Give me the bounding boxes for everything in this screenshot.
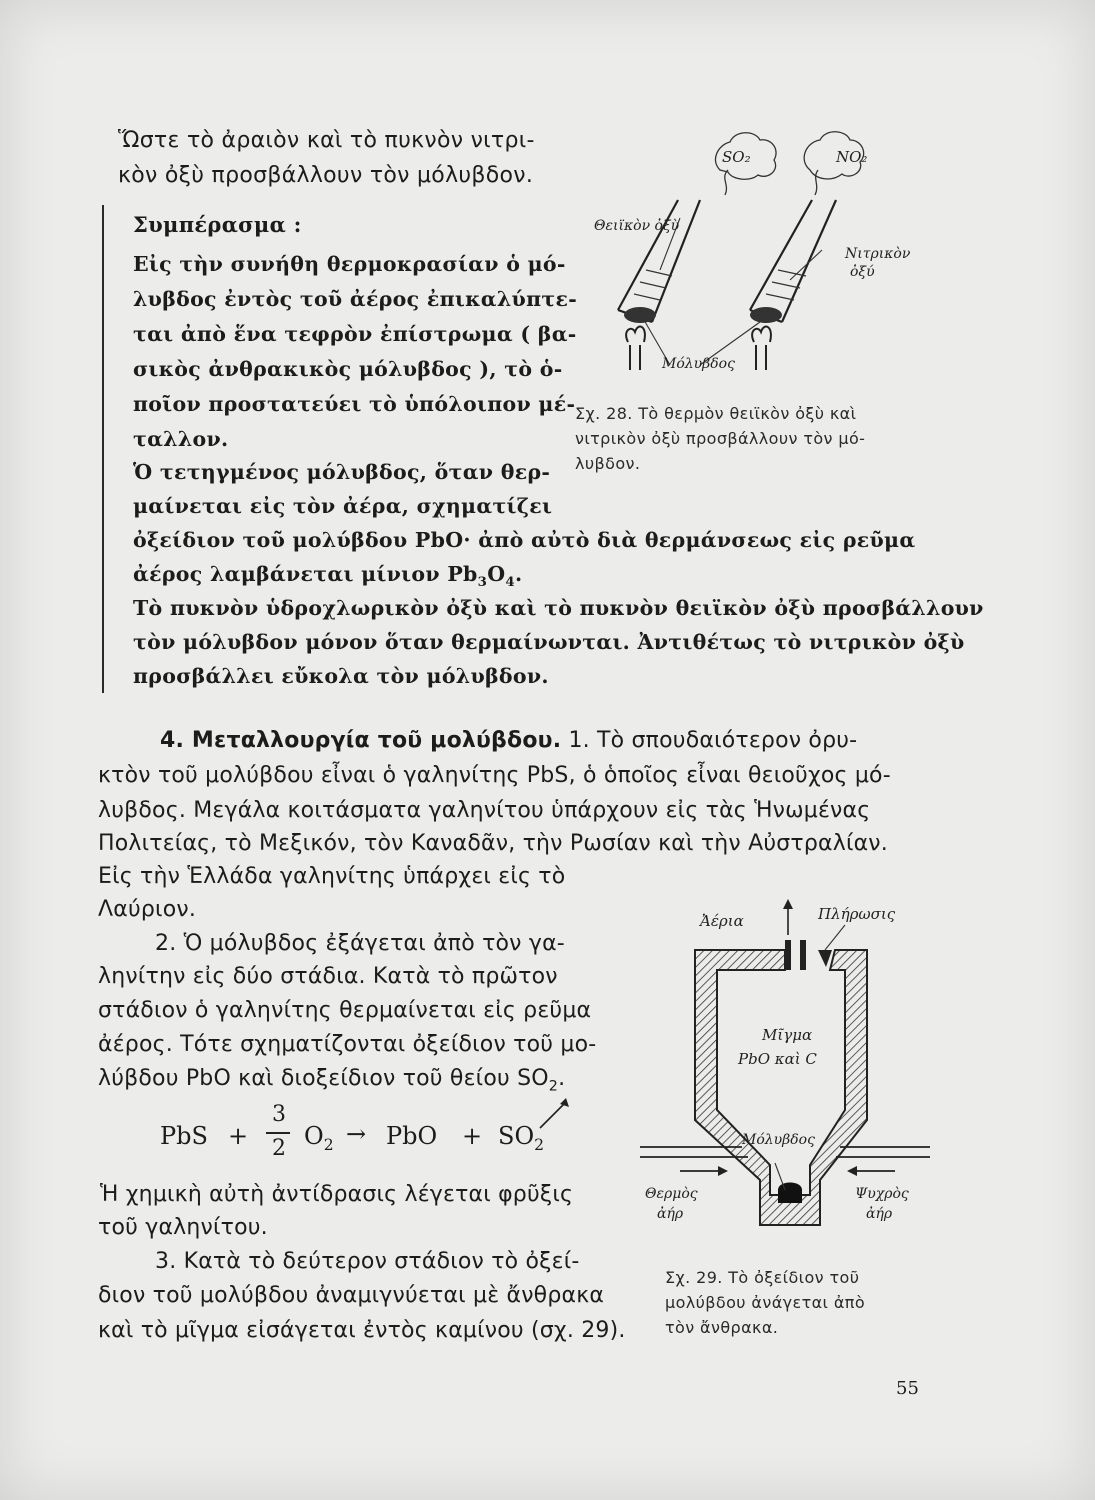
eq-plus-2: + xyxy=(462,1122,483,1150)
para3-line: τοῦ γαληνίτου. xyxy=(98,1215,268,1240)
eq-o2: $O_2$ xyxy=(304,1122,334,1154)
conclusion-line: μαίνεται εἰς τὸν ἀέρα, σχηματίζει xyxy=(133,494,553,518)
intro-line-2: κὸν ὀξὺ προσβάλλουν τὸν μόλυβδον. xyxy=(118,163,534,188)
conclusion-wide-line: προσβάλλει εὔκολα τὸν μόλυβδον. xyxy=(133,664,549,688)
fig29-label-fill: Πλήρωσις xyxy=(818,905,896,923)
eq-pbo: PbO xyxy=(386,1122,438,1150)
para4-line: διον τοῦ μολύβδου ἀναμιγνύεται μὲ ἄνθρακα xyxy=(98,1283,605,1308)
fig29-label-mix-2: PbO καὶ C xyxy=(738,1050,817,1068)
conclusion-heading: Συμπέρασμα : xyxy=(133,212,302,237)
fig29-label-lead: Μόλυβδος xyxy=(742,1132,815,1148)
conclusion-wide-line-minium: ἀέρος λαμβάνεται μίνιον $Pb_3O_4$. xyxy=(133,562,523,591)
para3-line: Ἡ χημικὴ αὐτὴ ἀντίδρασις λέγεται φρῦξις xyxy=(100,1182,574,1207)
fig28-label-lead: Μόλυβδος xyxy=(662,356,735,372)
conclusion-wide-line: ὀξείδιον τοῦ μολύβδου PbO· ἀπὸ αὐτὸ διὰ θερμάνσεως εἰς ρεῦμα xyxy=(133,528,916,552)
fig29-label-cold-air-1: Ψυχρὸς xyxy=(855,1186,909,1202)
fig28-label-nitric-acid-2: ὀξύ xyxy=(850,264,875,280)
fig29-label-hot-air-1: Θερμὸς xyxy=(645,1186,698,1202)
para4-line: καὶ τὸ μῖγμα εἰσάγεται ἐντὸς καμίνου (σχ. 29). xyxy=(98,1318,626,1343)
fig29-label-mix-1: Μῖγμα xyxy=(762,1026,813,1044)
fig29-label-gases: Ἀέρια xyxy=(700,912,744,930)
conclusion-line: σικὸς ἀνθρακικὸς μόλυβδος ), τὸ ὁ- xyxy=(133,357,563,381)
para2-line: ληνίτην εἰς δύο στάδια. Κατὰ τὸ πρῶτον xyxy=(98,964,558,989)
gas-escape-arrow-icon xyxy=(536,1096,572,1132)
conclusion-line: ται ἀπὸ ἕνα τεφρὸν ἐπίστρωμα ( βα- xyxy=(133,322,577,346)
section-4-first-line: 4. Μεταλλουργία τοῦ μολύβδου. 1. Τὸ σπουδαιότερον ὀρυ- xyxy=(160,728,858,753)
section-4-line: Λαύριον. xyxy=(98,897,197,922)
para2-line: στάδιον ὁ γαληνίτης θερμαίνεται εἰς ρεῦμα xyxy=(98,998,592,1023)
conclusion-line: λυβδος ἐντὸς τοῦ ἀέρος ἐπικαλύπτε- xyxy=(133,287,578,311)
fig28-label-sulfuric-acid: Θειϊκὸν ὀξὺ xyxy=(594,218,680,234)
eq-fraction-denominator: 2 xyxy=(272,1136,286,1161)
fig28-caption-line: Σχ. 28. Τὸ θερμὸν θειϊκὸν ὀξὺ καὶ xyxy=(575,404,857,423)
conclusion-line: Ὁ τετηγμένος μόλυβδος, ὅταν θερ- xyxy=(133,460,551,484)
section-4-line: κτὸν τοῦ μολύβδου εἶναι ὁ γαληνίτης PbS, ὁ ὁποῖος εἶναι θειοῦχος μό- xyxy=(98,763,891,788)
conclusion-wide-line: Τὸ πυκνὸν ὑδροχλωρικὸν ὀξὺ καὶ τὸ πυκνὸν θειϊκὸν ὀξὺ προσβάλλουν xyxy=(133,596,984,620)
fig28-label-so2: SO₂ xyxy=(722,148,751,166)
fig29-caption-line: τὸν ἄνθρακα. xyxy=(665,1318,779,1337)
conclusion-line: ταλλον. xyxy=(133,427,229,451)
eq-lhs: PbS xyxy=(160,1122,208,1150)
conclusion-margin-bar xyxy=(102,205,104,693)
eq-fraction-bar xyxy=(266,1132,290,1134)
eq-so2: $SO_2$ xyxy=(498,1122,545,1154)
fig29-caption-line: Σχ. 29. Τὸ ὀξείδιον τοῦ xyxy=(665,1268,860,1287)
fig29-label-hot-air-2: ἀήρ xyxy=(657,1206,684,1222)
para4-line: 3. Κατὰ τὸ δεύτερον στάδιον τὸ ὀξεί- xyxy=(155,1249,580,1274)
roasting-equation xyxy=(160,1102,580,1168)
section-4-line: Πολιτείας, τὸ Μεξικόν, τὸν Καναδᾶν, τὴν Ρωσίαν καὶ τὴν Αὐστραλίαν. xyxy=(98,831,888,856)
figure-28-test-tubes xyxy=(560,100,940,390)
fig29-caption-line: μολύβδου ἀνάγεται ἀπὸ xyxy=(665,1293,866,1312)
fig28-caption-line: νιτρικὸν ὀξὺ προσβάλλουν τὸν μό- xyxy=(575,429,866,448)
intro-line-1: Ὥστε τὸ ἀραιὸν καὶ τὸ πυκνὸν νιτρι- xyxy=(118,128,535,153)
conclusion-wide-line: τὸν μόλυβδον μόνον ὅταν θερμαίνωνται. Ἀντιθέτως τὸ νιτρικὸν ὀξὺ xyxy=(133,630,965,654)
section-4-line: Εἰς τὴν Ἑλλάδα γαληνίτης ὑπάρχει εἰς τὸ xyxy=(98,864,566,889)
page-number: 55 xyxy=(896,1378,919,1399)
para2-line-last: λύβδου PbO καὶ διοξείδιον τοῦ θείου $SO_2$. xyxy=(98,1066,566,1095)
fig28-label-no2: NO₂ xyxy=(836,148,868,166)
section-4-line: λυβδος. Μεγάλα κοιτάσματα γαληνίτου ὑπάρχουν εἰς τὰς Ἡνωμένας xyxy=(98,798,871,823)
eq-plus-1: + xyxy=(228,1122,249,1150)
section-4-heading: 4. Μεταλλουργία τοῦ μολύβδου. xyxy=(160,728,562,753)
eq-arrow: → xyxy=(346,1120,367,1148)
fig28-caption-line: λυβδον. xyxy=(575,454,641,473)
conclusion-line: Εἰς τὴν συνήθη θερμοκρασίαν ὁ μό- xyxy=(133,252,566,276)
para2-line: ἀέρος. Τότε σχηματίζονται ὀξείδιον τοῦ μο- xyxy=(98,1032,597,1057)
para2-line: 2. Ὁ μόλυβδος ἐξάγεται ἀπὸ τὸν γα- xyxy=(155,931,565,956)
fig29-label-cold-air-2: ἀήρ xyxy=(866,1206,893,1222)
fig28-label-nitric-acid-1: Νιτρικὸν xyxy=(845,246,911,262)
conclusion-line: ποῖον προστατεύει τὸ ὑπόλοιπον μέ- xyxy=(133,392,576,416)
eq-fraction-numerator: 3 xyxy=(272,1102,286,1127)
